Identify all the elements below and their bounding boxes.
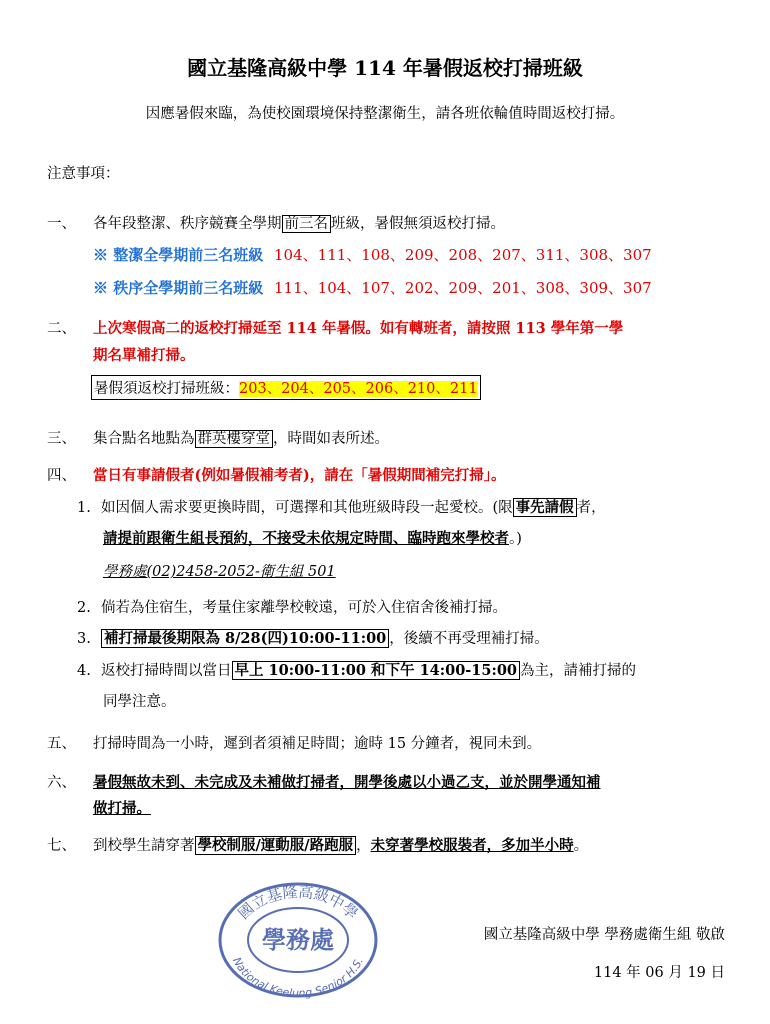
item4-sub3 (77, 627, 549, 648)
item5-text: 打掃時間為一小時，遲到者須補足時間；逾時 15 分鐘者，視同未到。 (93, 736, 542, 752)
item1-marker: 一、 (47, 216, 76, 232)
sub4-num: 4. (77, 663, 91, 679)
item2-line2: 期名單補打掃。 (93, 347, 195, 364)
sub1-a: 如因個人需求要更換時間，可選擇和其他班級時段一起愛校。(限 (101, 500, 513, 516)
item6-line2: 做打掃。 (93, 800, 151, 817)
order-classes: 111、104、107、202、209、201、308、309、307 (274, 279, 652, 297)
clean-classes: 104、111、108、209、208、207、311、308、307 (274, 246, 652, 264)
seal-svg (215, 880, 380, 1000)
item3-pre: 集合點名地點為 (93, 431, 195, 447)
item4-marker: 四、 (47, 468, 76, 484)
sub3-post: ，後續不再受理補打掃。 (389, 631, 549, 647)
item3-boxed: 群英樓穿堂 (195, 430, 274, 448)
item1-post: 班級，暑假無須返校打掃。 (331, 216, 505, 232)
item3-marker: 三、 (47, 431, 76, 447)
item2-line1: 上次寒假高二的返校打掃延至 114 年暑假。如有轉班者，請按照 113 學年第一學 (93, 320, 624, 337)
clean-label: ※ 整潔全學期前三名班級 (93, 246, 264, 264)
item7-mid: ， (356, 838, 371, 854)
item7-marker: 七、 (47, 838, 76, 854)
item1-boxed: 前三名 (282, 215, 332, 233)
item2-marker: 二、 (47, 321, 76, 337)
page-title: 國立基隆高級中學 114 年暑假返校打掃班級 (187, 56, 583, 80)
sub2-text: 倘若為住宿生，考量住家離學校較遠，可於入住宿舍後補打掃。 (101, 600, 507, 616)
item1-order-line (93, 277, 652, 298)
item4-text: 當日有事請假者(例如暑假補考者)，請在「暑假期間補完打掃」。 (93, 467, 506, 484)
sub1-line2-end: 。) (509, 531, 522, 547)
intro-text: 因應暑假來臨，為使校園環境保持整潔衛生，請各班依輪值時間返校打掃。 (145, 106, 625, 122)
sub2-num: 2. (77, 600, 91, 616)
item7-pre: 到校學生請穿著 (93, 838, 195, 854)
notes-heading: 注意事項： (47, 166, 120, 182)
item3-text (93, 427, 389, 448)
item5-marker: 五、 (47, 736, 76, 752)
item4-sub2 (77, 596, 507, 617)
date: 114 年 06 月 19 日 (593, 965, 725, 981)
item4-sub4 (77, 659, 636, 680)
sub3-boxed: 補打掃最後期限為 8/28(四)10:00-11:00 (101, 629, 389, 648)
sub1-num: 1. (77, 500, 91, 516)
sub1-b: 者， (576, 500, 606, 516)
sub3-num: 3. (77, 631, 91, 647)
item7-boxed: 學校制服/運動服/路跑服 (195, 836, 357, 855)
sub4-pre: 返校打掃時間以當日 (101, 663, 232, 679)
item4-sub1 (77, 496, 606, 517)
item7-text (93, 834, 588, 855)
seal-top-text: 國立基隆高級中學 (234, 882, 362, 923)
item7-end: 。 (573, 838, 589, 854)
sub4-boxed: 早上 10:00-11:00 和下午 14:00-15:00 (232, 661, 521, 680)
item1-pre: 各年段整潔、秩序競賽全學期 (93, 216, 282, 232)
signature: 國立基隆高級中學 學務處衛生組 敬啟 (483, 927, 725, 943)
item4-sub1-line2 (103, 527, 522, 548)
office-seal (215, 880, 380, 1000)
sub4-post: 為主，請補打掃的 (520, 663, 637, 679)
item6-line1: 暑假無故未到、未完成及未補做打掃者，開學後處以小過乙支，並於開學通知補 (93, 774, 601, 791)
item3-post: ，時間如表所述。 (273, 431, 389, 447)
sub1-line2: 請提前跟衛生組長預約，不接受未依規定時間、臨時跑來學校者 (103, 530, 509, 547)
item1-clean-line (93, 244, 652, 265)
sub1-boxed: 事先請假 (513, 498, 577, 517)
item7-ul: 未穿著學校服裝者，多加半小時 (370, 837, 574, 854)
item2-box-classes: 203、204、205、206、210、211 (239, 381, 478, 397)
item1-text (93, 212, 505, 233)
item6-marker: 六、 (47, 775, 76, 791)
sub1-contact: 學務處(02)2458-2052-衛生組 501 (103, 564, 336, 580)
item2-class-box (91, 375, 481, 400)
order-label: ※ 秩序全學期前三名班級 (93, 279, 264, 297)
item2-box-label: 暑假須返校打掃班級： (94, 381, 239, 397)
seal-bottom-text: National Keelung Senior H.S. (229, 955, 366, 1000)
sub4-line2: 同學注意。 (103, 694, 176, 710)
seal-center-text: 學務處 (262, 925, 334, 954)
